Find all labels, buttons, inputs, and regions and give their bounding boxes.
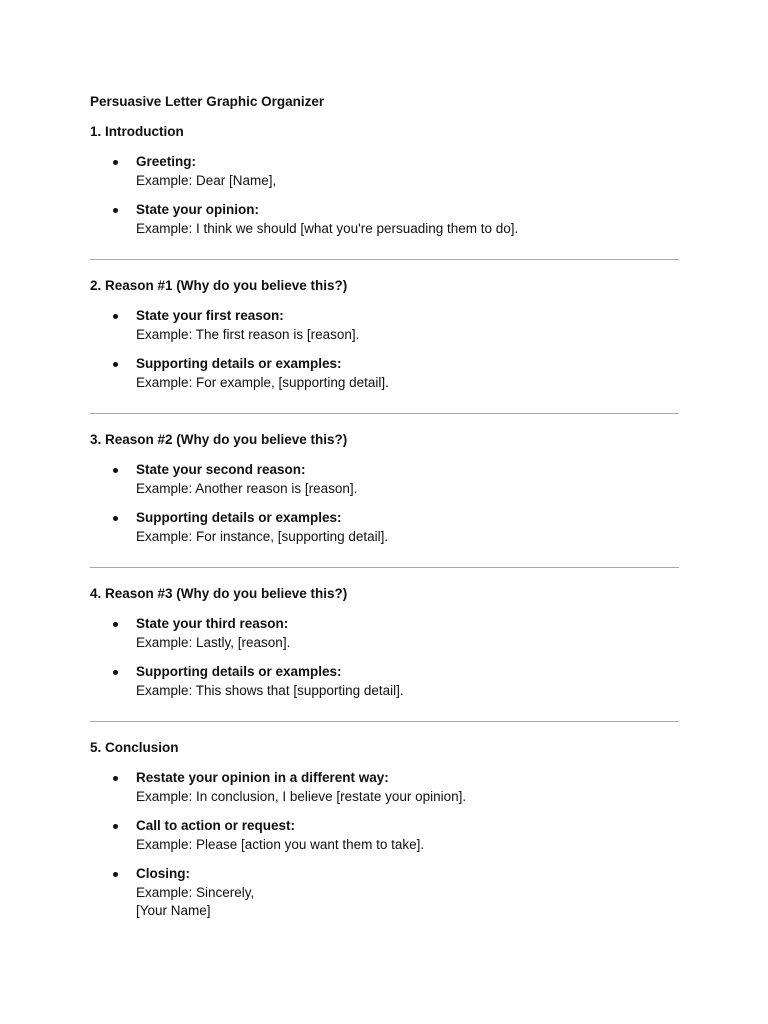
bullet-icon	[113, 824, 118, 829]
section-conclusion	[90, 739, 680, 921]
bullet-list	[90, 615, 680, 700]
bullet-icon	[113, 872, 118, 877]
item-example: Example: Lastly, [reason].	[136, 634, 291, 650]
bullet-list	[90, 153, 680, 238]
item-example: Example: Sincerely, [Your Name]	[136, 884, 255, 918]
list-item	[90, 509, 680, 546]
item-example: Example: This shows that [supporting detail].	[136, 682, 404, 698]
item-example: Example: Dear [Name],	[136, 172, 277, 188]
item-example: Example: The first reason is [reason].	[136, 326, 360, 342]
item-label: Closing:	[136, 866, 190, 881]
section-divider	[90, 721, 679, 722]
section-heading: 4. Reason #3 (Why do you believe this?)	[90, 586, 348, 601]
item-example: Example: Please [action you want them to take].	[136, 836, 425, 852]
item-example: Example: For example, [supporting detail].	[136, 374, 389, 390]
bullet-list	[90, 307, 680, 392]
section-divider	[90, 259, 679, 260]
bullet-icon	[113, 208, 118, 213]
list-item	[90, 461, 680, 498]
section-divider	[90, 567, 679, 568]
bullet-list	[90, 769, 680, 921]
section-reason-2	[90, 431, 680, 546]
list-item	[90, 769, 680, 806]
list-item	[90, 355, 680, 392]
bullet-icon	[113, 670, 118, 675]
section-introduction	[90, 123, 680, 238]
item-label: Call to action or request:	[136, 818, 296, 833]
section-reason-1	[90, 277, 680, 392]
document-title: Persuasive Letter Graphic Organizer	[90, 94, 325, 109]
section-heading: 2. Reason #1 (Why do you believe this?)	[90, 278, 348, 293]
item-label: Supporting details or examples:	[136, 356, 342, 371]
item-label: State your opinion:	[136, 202, 259, 217]
list-item	[90, 817, 680, 854]
bullet-icon	[113, 468, 118, 473]
list-item	[90, 201, 680, 238]
bullet-list	[90, 461, 680, 546]
item-label: State your second reason:	[136, 462, 306, 477]
bullet-icon	[113, 362, 118, 367]
section-heading: 3. Reason #2 (Why do you believe this?)	[90, 432, 348, 447]
list-item	[90, 615, 680, 652]
item-example: Example: In conclusion, I believe [restate your opinion].	[136, 788, 467, 804]
item-label: Supporting details or examples:	[136, 510, 342, 525]
bullet-icon	[113, 516, 118, 521]
bullet-icon	[113, 160, 118, 165]
section-divider	[90, 413, 679, 414]
list-item	[90, 153, 680, 190]
list-item	[90, 663, 680, 700]
item-example: Example: I think we should [what you're persuading them to do].	[136, 220, 519, 236]
list-item	[90, 865, 680, 921]
section-heading: 5. Conclusion	[90, 740, 179, 755]
item-label: Restate your opinion in a different way:	[136, 770, 389, 785]
list-item	[90, 307, 680, 344]
bullet-icon	[113, 622, 118, 627]
item-label: State your third reason:	[136, 616, 289, 631]
item-label: State your first reason:	[136, 308, 284, 323]
section-reason-3	[90, 585, 680, 700]
bullet-icon	[113, 314, 118, 319]
item-label: Supporting details or examples:	[136, 664, 342, 679]
item-example: Example: For instance, [supporting detail].	[136, 528, 389, 544]
item-label: Greeting:	[136, 154, 197, 169]
bullet-icon	[113, 776, 118, 781]
section-heading: 1. Introduction	[90, 124, 184, 139]
item-example: Example: Another reason is [reason].	[136, 480, 358, 496]
